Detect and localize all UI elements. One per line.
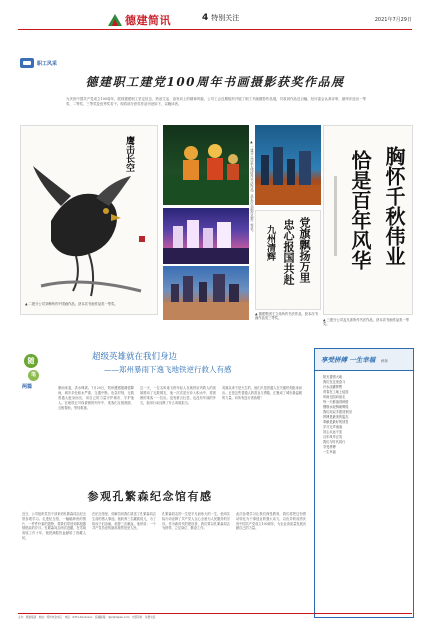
badge-char-2: 笔: [28, 370, 39, 381]
essay-badge: [22, 352, 50, 390]
essay-title: 超级英雄就在我们身边: [92, 352, 178, 362]
calligraphy-col-1: 党旗飘扬万里: [298, 217, 311, 283]
skyline-photo: [163, 208, 249, 264]
poem-line: 岁月无声流淌: [323, 425, 343, 429]
calligraphy-col-2: 忠心报国共赴: [282, 219, 295, 285]
article-title: 参观孔繁森纪念馆有感: [87, 490, 213, 503]
article-col-1: 近日，公司组织党员干部来到孔繁森同志纪念馆参观学习。走进纪念馆，一幅幅珍贵的图片、一件件朴素的遗物，将我们带回到那段激情燃烧的岁月。孔繁森同志两次进藏，在雪域高原工作十年，他把满腔热血献给了西藏人民。: [22, 512, 86, 540]
issue-date: 2021年7月29日: [374, 17, 412, 23]
brand-name: 德建简讯: [125, 14, 171, 27]
poem-line: 享受拼搏: [323, 445, 336, 449]
workers-image: [163, 125, 249, 205]
poem-line: 青春在工地上绽放: [323, 390, 349, 394]
feature-title: 德建职工建党100周年书画摄影获奖作品展: [85, 75, 345, 89]
essay-col-2: 这一天，一位名叫逸飞的年轻人在地铁站内救人的视频感动了无数网友，他一次次逆行冲入积水中，将被困的乘客一一拉出。没有豪言壮语，也没有华丽的外衣，他用行动诠释了什么叫做担当。: [140, 386, 216, 405]
poem-line: 拼搏是最美的姿态: [323, 415, 349, 419]
eagle-painting-image: [21, 126, 158, 315]
calligraphy-photo-small: [255, 210, 321, 310]
riverside-photo: [163, 266, 249, 320]
poem-line: 初心永远不变: [323, 430, 343, 434]
poem-author: 孙东: [381, 359, 388, 363]
calligraphy-photo-large: [323, 125, 413, 315]
poem-line: 我们用双手建造家园: [323, 410, 352, 414]
article-col-4: 此次参观学习让我们深受教育，我们将把这份感动转化为干事创业的强大动力，以优异的成绩庆祝中国共产党成立100周年，为企业高质量发展贡献自己的力量。: [236, 512, 306, 531]
city-image: [255, 125, 321, 205]
skyline-image: [163, 208, 249, 264]
poem-line: 我们与时代同行: [323, 440, 346, 444]
footer-info: 主办：德建集团 地址：郑州市金水区 电话：0371-6xxxxxxx 投稿邮箱：djjx@dejian.com 内部资料 免费交流: [18, 613, 412, 619]
caption-painting: ▲ 二建分公司刘梅所作中国画作品，获本次书画作品类一等奖。: [25, 302, 118, 306]
page-number: 4: [202, 13, 209, 23]
essay-col-1: 暴雨来袭，洪水肆虐。7月20日，郑州遭遇极端强降雨，城市多处积水严重，交通中断。危急时刻，无数普通人挺身而出，用自己的力量守护城市、守护他人。在地铁五号线被困的列车中，乘客们互相鼓励、互相帮助，等待救援。: [58, 386, 134, 410]
section-name: 特别关注: [211, 14, 240, 22]
poem-line: 汗水浇灌梦想: [323, 385, 343, 389]
poem-box: [314, 348, 414, 618]
poem-header: [315, 349, 413, 371]
essay-subtitle: ——郑州暴雨下逸飞地铁逆行救人有感: [104, 365, 232, 374]
painting-photo: [20, 125, 158, 315]
caption-calligraphy-2: ▲ 一建分公司张大伟所作书法作品，获本次书画作品类二等奖。: [249, 140, 254, 235]
calligraphy-right-col: 胸怀千秋伟业: [382, 146, 406, 266]
poem-line: 风雨无阻向前走: [323, 395, 346, 399]
article-col-3: 孔繁森同志的一生是平凡而伟大的一生，他用实际行动诠释了共产党人全心全意为人民服务的宗旨。作为新时代的建设者，我们要以孔繁森同志为榜样，立足岗位、勤奋工作。: [162, 512, 230, 531]
signature-strip: [334, 176, 337, 256]
logo-icon: [108, 14, 122, 26]
column-label: 职工风采: [37, 60, 58, 67]
article-col-2: 在纪念馆里，讲解员向我们讲述了孔繁森同志生前的感人事迹。他收养三名藏族孤儿，为了给孩子们治病，他曾三次献血。他常说：一个共产党员爱的最高境界是爱人民。: [92, 512, 156, 531]
calligraphy-left-col: 恰是百年风华: [348, 150, 372, 270]
painting-inscription: 鹰击长空: [124, 136, 134, 172]
poem-line: 百年风华正茂: [323, 435, 343, 439]
essay-col-3: 英雄从来不是天生的，他们只是普通人在关键时刻挺身而出。正是这些普通人的善良与勇敢，汇聚成了城市最温暖的力量。向所有逆行者致敬！: [222, 386, 302, 400]
poem-line: 我们在这里奋斗: [323, 380, 346, 384]
poem-line: 一生幸福: [323, 450, 336, 454]
poem-line: 奉献是最好的回答: [323, 420, 349, 424]
poem-line: 每一天都值得珍惜: [323, 400, 349, 404]
caption-calligraphy-large: ▲ 三建分公司孟凡喜所作书法作品，获本次书画作品类一等奖。: [323, 318, 410, 327]
city-photo: [255, 125, 321, 205]
feature-lead: 为庆祝中国共产党成立100周年，展现德建职工坚定信念、热爱生活、奋发向上的精神风貌，公司工会近期组织开展了职工书画摄影作品展，共收到作品近百幅，经评委会认真评审，最终评选出一等奖、二等奖、三等奖及优秀奖若干。现将部分获奖作品刊登如下，以飨读者。: [66, 97, 366, 106]
riverside-image: [163, 266, 249, 320]
badge-char-1: 随: [24, 354, 38, 368]
poem-line: 钢筋水泥铸就辉煌: [323, 405, 349, 409]
page-label: [202, 13, 239, 23]
workers-photo: [163, 125, 249, 205]
badge-label: 两篇: [22, 384, 33, 390]
column-icon: [20, 58, 34, 68]
poem-body: [323, 375, 411, 455]
brand-logo: [108, 12, 171, 28]
poem-title: 享受拼搏 一生幸福: [321, 356, 376, 364]
masthead: [18, 8, 412, 30]
poem-line: 阳光普照大地: [323, 375, 343, 379]
column-tag: [20, 58, 57, 68]
calligraphy-col-3: 九州清辉: [265, 225, 275, 261]
caption-calligraphy-small: ▲ 德建集团王立伟所作书法作品，获本次书画作品类三等奖。: [255, 312, 318, 321]
